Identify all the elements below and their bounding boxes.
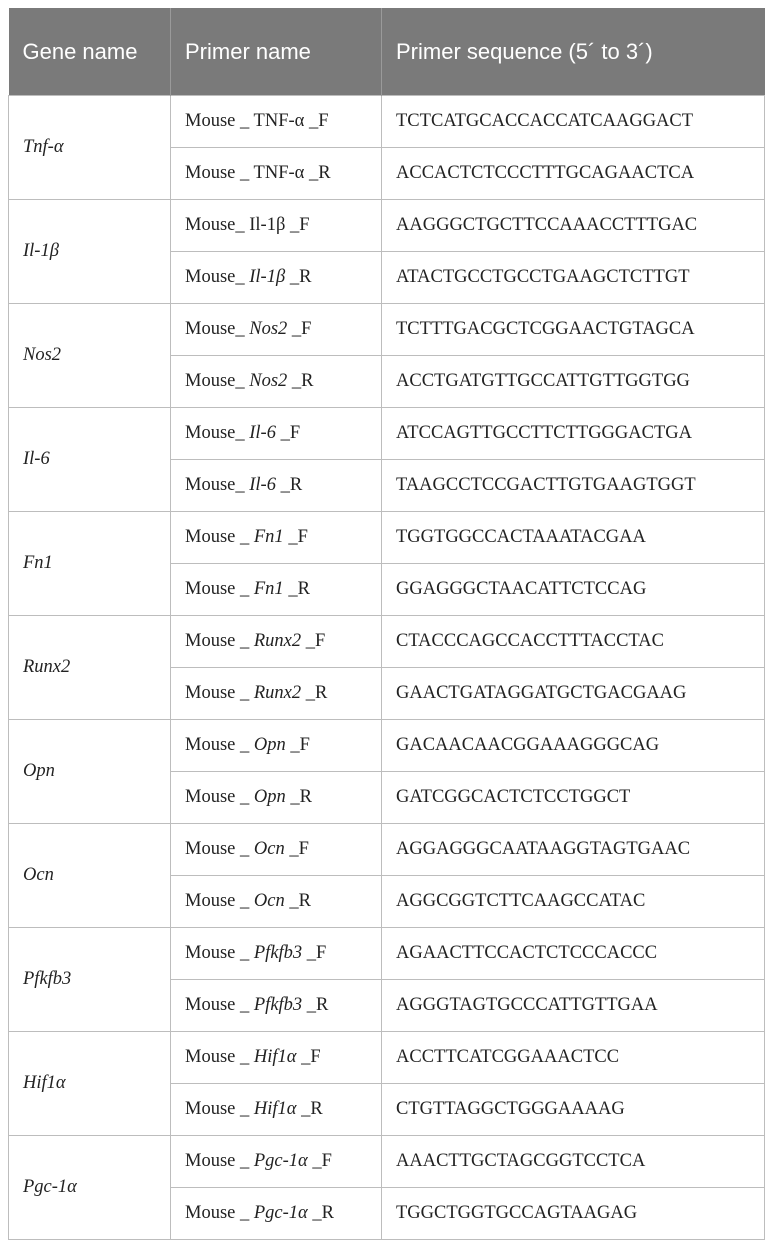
- primer-name-forward: [171, 824, 382, 876]
- primer-name-forward: [171, 408, 382, 460]
- primer-sequence-forward: ATCCAGTTGCCTTCTTGGGACTGA: [382, 408, 765, 460]
- primer-name-reverse: [171, 252, 382, 304]
- primer-prefix: Mouse _: [185, 683, 254, 703]
- primer-prefix: Mouse_: [185, 371, 250, 391]
- gene-name-cell: Il-1β: [9, 200, 171, 304]
- primer-sequence-reverse: GAACTGATAGGATGCTGACGAAG: [382, 668, 765, 720]
- primer-gene-symbol: Nos2: [249, 319, 288, 339]
- primer-name-forward: [171, 200, 382, 252]
- primer-suffix: _R: [285, 787, 312, 807]
- primer-name-forward: [171, 720, 382, 772]
- primer-suffix: _R: [287, 371, 314, 391]
- primer-suffix: _R: [296, 1099, 323, 1119]
- primer-prefix: Mouse _: [185, 839, 254, 859]
- table-row: [9, 96, 765, 148]
- primer-prefix: Mouse _: [185, 891, 254, 911]
- primer-gene-symbol: Runx2: [253, 631, 302, 651]
- primer-suffix: _R: [283, 579, 310, 599]
- gene-name-cell: Hif1α: [9, 1032, 171, 1136]
- primer-suffix: _R: [301, 683, 328, 703]
- primer-suffix: _F: [307, 1151, 332, 1171]
- primer-prefix: Mouse _: [185, 527, 254, 547]
- primer-sequence-reverse: AGGGTAGTGCCCATTGTTGAA: [382, 980, 765, 1032]
- primer-gene-symbol: Pfkfb3: [253, 995, 303, 1015]
- primer-sequence-reverse: TGGCTGGTGCCAGTAAGAG: [382, 1188, 765, 1240]
- primer-prefix: Mouse _: [185, 1047, 254, 1067]
- primer-prefix: Mouse _: [185, 1099, 254, 1119]
- primer-suffix: _R: [284, 891, 311, 911]
- primer-gene-symbol: Nos2: [249, 371, 288, 391]
- primer-gene-symbol: Runx2: [253, 683, 302, 703]
- table-row: [9, 824, 765, 876]
- primer-prefix: Mouse_: [185, 319, 250, 339]
- primer-prefix: Mouse _: [185, 579, 254, 599]
- primer-sequence-forward: TCTCATGCACCACCATCAAGGACT: [382, 96, 765, 148]
- primer-sequence-forward: AGGAGGGCAATAAGGTAGTGAAC: [382, 824, 765, 876]
- header-primer-name: Primer name: [171, 8, 382, 96]
- primer-name-forward: [171, 96, 382, 148]
- primer-gene-symbol: Opn: [253, 787, 286, 807]
- primer-sequence-reverse: ACCTGATGTTGCCATTGTTGGTGG: [382, 356, 765, 408]
- gene-name-cell: Il-6: [9, 408, 171, 512]
- primer-name-reverse: [171, 148, 382, 200]
- primer-gene-symbol: Pgc-1α: [253, 1151, 308, 1171]
- primer-name-forward: [171, 928, 382, 980]
- primer-sequence-forward: ACCTTCATCGGAAACTCC: [382, 1032, 765, 1084]
- primer-gene-symbol: Il-1β: [249, 215, 286, 235]
- header-row: [9, 8, 765, 96]
- primer-name-reverse: [171, 1084, 382, 1136]
- gene-name-cell: Opn: [9, 720, 171, 824]
- primer-name-forward: [171, 1136, 382, 1188]
- primer-name-reverse: [171, 564, 382, 616]
- primer-suffix: _F: [283, 527, 308, 547]
- gene-name-cell: Pgc-1α: [9, 1136, 171, 1240]
- primer-sequence-reverse: GGAGGGCTAACATTCTCCAG: [382, 564, 765, 616]
- primer-sequence-reverse: CTGTTAGGCTGGGAAAAG: [382, 1084, 765, 1136]
- primer-name-forward: [171, 304, 382, 356]
- primer-suffix: _F: [302, 943, 327, 963]
- primer-gene-symbol: Fn1: [253, 579, 284, 599]
- primer-sequence-reverse: GATCGGCACTCTCCTGGCT: [382, 772, 765, 824]
- primer-sequence-forward: TCTTTGACGCTCGGAACTGTAGCA: [382, 304, 765, 356]
- primer-gene-symbol: Il-1β: [249, 267, 286, 287]
- primer-suffix: _R: [275, 475, 303, 495]
- primer-gene-symbol: TNF-α: [253, 111, 305, 131]
- gene-name-cell: Ocn: [9, 824, 171, 928]
- primer-gene-symbol: Pgc-1α: [253, 1203, 308, 1223]
- primer-gene-symbol: Opn: [253, 735, 286, 755]
- primer-gene-symbol: Il-6: [249, 423, 276, 443]
- primer-prefix: Mouse _: [185, 111, 254, 131]
- primer-gene-symbol: Il-6: [249, 475, 276, 495]
- primer-name-forward: [171, 1032, 382, 1084]
- primer-sequence-reverse: TAAGCCTCCGACTTGTGAAGTGGT: [382, 460, 765, 512]
- primer-name-reverse: [171, 668, 382, 720]
- primer-prefix: Mouse _: [185, 735, 254, 755]
- table-row: [9, 1136, 765, 1188]
- header-primer-sequence: Primer sequence (5´ to 3´): [382, 8, 765, 96]
- primer-sequence-forward: GACAACAACGGAAAGGGCAG: [382, 720, 765, 772]
- table-row: [9, 408, 765, 460]
- primer-prefix: Mouse _: [185, 1151, 254, 1171]
- table-row: [9, 304, 765, 356]
- primer-table: [8, 8, 765, 1240]
- primer-gene-symbol: Pfkfb3: [253, 943, 303, 963]
- table-row: [9, 616, 765, 668]
- table-row: [9, 1032, 765, 1084]
- primer-name-reverse: [171, 772, 382, 824]
- table-row: [9, 200, 765, 252]
- gene-name-cell: Tnf-α: [9, 96, 171, 200]
- primer-suffix: _F: [301, 631, 326, 651]
- primer-suffix: _F: [296, 1047, 321, 1067]
- primer-name-reverse: [171, 876, 382, 928]
- primer-prefix: Mouse _: [185, 995, 254, 1015]
- primer-suffix: _F: [304, 111, 329, 131]
- primer-gene-symbol: Ocn: [253, 891, 285, 911]
- primer-prefix: Mouse _: [185, 1203, 254, 1223]
- primer-name-reverse: [171, 1188, 382, 1240]
- primer-sequence-reverse: ATACTGCCTGCCTGAAGCTCTTGT: [382, 252, 765, 304]
- gene-name-cell: Pfkfb3: [9, 928, 171, 1032]
- primer-gene-symbol: TNF-α: [253, 163, 305, 183]
- table-header: [9, 8, 765, 96]
- primer-prefix: Mouse _: [185, 163, 254, 183]
- primer-sequence-forward: AAACTTGCTAGCGGTCCTCA: [382, 1136, 765, 1188]
- gene-name-cell: Runx2: [9, 616, 171, 720]
- header-gene-name: Gene name: [9, 8, 171, 96]
- primer-name-reverse: [171, 980, 382, 1032]
- primer-prefix: Mouse _: [185, 787, 254, 807]
- primer-gene-symbol: Hif1α: [253, 1047, 297, 1067]
- primer-prefix: Mouse_: [185, 267, 250, 287]
- primer-prefix: Mouse_: [185, 475, 250, 495]
- primer-gene-symbol: Fn1: [253, 527, 284, 547]
- table-row: [9, 720, 765, 772]
- primer-suffix: _F: [285, 735, 310, 755]
- primer-prefix: Mouse_: [185, 215, 250, 235]
- primer-sequence-forward: CTACCCAGCCACCTTTACCTAC: [382, 616, 765, 668]
- primer-suffix: _F: [285, 215, 310, 235]
- primer-sequence-reverse: ACCACTCTCCCTTTGCAGAACTCA: [382, 148, 765, 200]
- primer-suffix: _F: [284, 839, 309, 859]
- primer-sequence-forward: TGGTGGCCACTAAATACGAA: [382, 512, 765, 564]
- primer-prefix: Mouse _: [185, 631, 254, 651]
- primer-sequence-forward: AAGGGCTGCTTCCAAACCTTTGAC: [382, 200, 765, 252]
- primer-gene-symbol: Hif1α: [253, 1099, 297, 1119]
- gene-name-cell: Nos2: [9, 304, 171, 408]
- primer-suffix: _R: [304, 163, 331, 183]
- primer-sequence-reverse: AGGCGGTCTTCAAGCCATAC: [382, 876, 765, 928]
- primer-suffix: _R: [285, 267, 312, 287]
- primer-name-forward: [171, 512, 382, 564]
- table-row: [9, 512, 765, 564]
- primer-sequence-forward: AGAACTTCCACTCTCCCACCC: [382, 928, 765, 980]
- primer-prefix: Mouse _: [185, 943, 254, 963]
- gene-name-cell: Fn1: [9, 512, 171, 616]
- table-body: [9, 96, 765, 1240]
- table-row: [9, 928, 765, 980]
- primer-name-forward: [171, 616, 382, 668]
- primer-gene-symbol: Ocn: [253, 839, 285, 859]
- primer-suffix: _F: [287, 319, 312, 339]
- primer-name-reverse: [171, 356, 382, 408]
- primer-name-reverse: [171, 460, 382, 512]
- primer-suffix: _F: [275, 423, 301, 443]
- primer-prefix: Mouse_: [185, 423, 250, 443]
- primer-suffix: _R: [307, 1203, 334, 1223]
- primer-suffix: _R: [302, 995, 329, 1015]
